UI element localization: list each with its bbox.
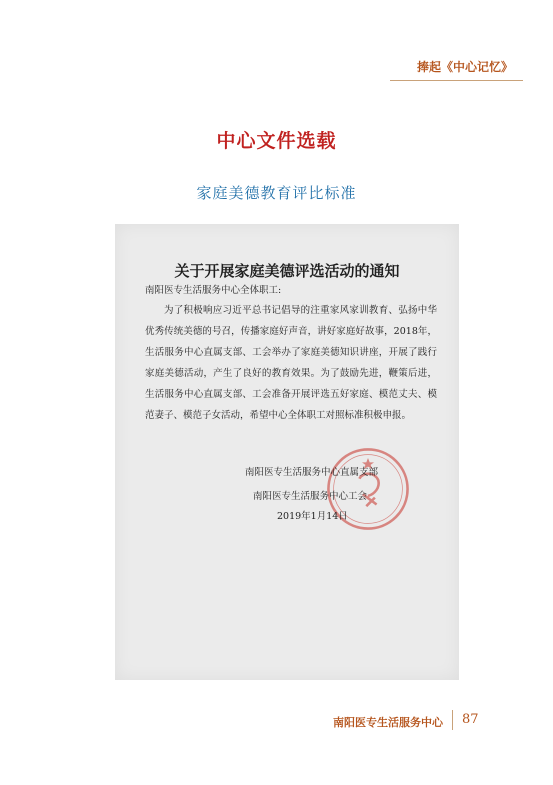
running-header-title: 捧起《中心记忆》 — [416, 60, 513, 74]
notice-title: 关于开展家庭美德评选活动的通知 — [174, 262, 400, 280]
notice-salutation: 南阳医专生活服务中心全体职工: — [145, 285, 282, 296]
document-title: 家庭美德教育评比标准 — [196, 184, 357, 202]
signatory-union: 南阳医专生活服务中心工会 — [253, 491, 368, 502]
section-title: 中心文件选载 — [216, 130, 337, 152]
page-number: 87 — [462, 712, 479, 727]
notice-body: 为了积极响应习近平总书记倡导的注重家风家训教育、弘扬中华优秀传统美德的号召，传播家庭好声音，讲好家庭好故事，2018年，生活服务中心直属支部、工会举办了家庭美德知识讲座，开展了践行家庭美德活动，产生了良好的教育效果。为了鼓励先进，鞭策后进，生活服务中心直属支部、工会准备开展评选五好家庭、模范丈夫、模范妻子、模范子女活动，希望中心全体职工对照标准积极申报。 — [145, 305, 437, 421]
footer-divider — [452, 710, 453, 730]
footer-organization: 南阳医专生活服务中心 — [333, 716, 443, 729]
notice-date: 2019年1月14日 — [277, 511, 348, 522]
header-rule — [390, 80, 523, 81]
signatory-branch: 南阳医专生活服务中心直属支部 — [245, 467, 379, 478]
scanned-notice — [115, 224, 459, 680]
